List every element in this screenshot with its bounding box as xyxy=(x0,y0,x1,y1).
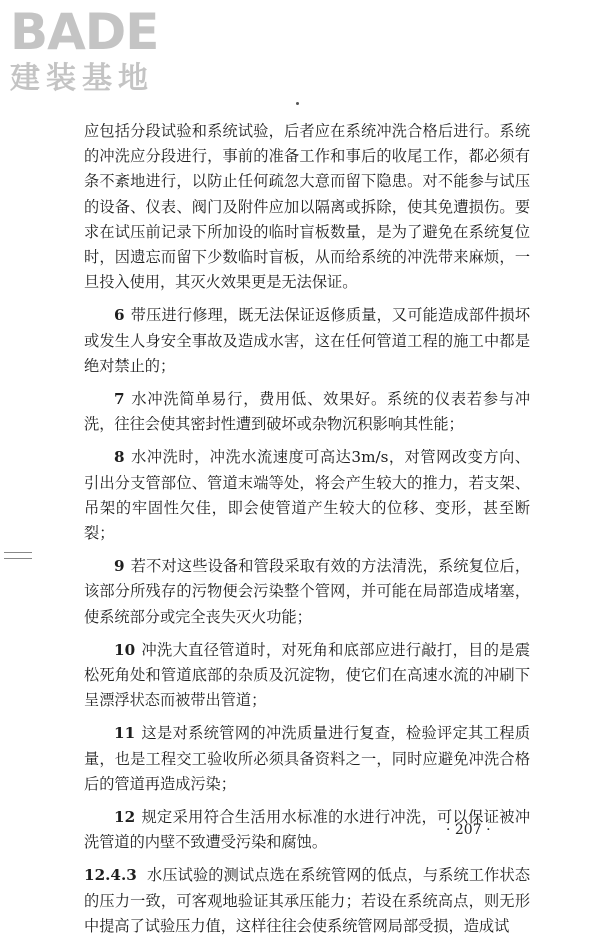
item-number: 10 xyxy=(114,640,136,659)
paragraph-text: 这是对系统管网的冲洗质量进行复查，检验评定其工程质量，也是工程交工验收所必须具备资料之一，同时应避免冲洗合格后的管道再造成污染； xyxy=(84,724,530,793)
section-number: 12.4.3 xyxy=(84,866,137,885)
page-number: · 207 · xyxy=(446,822,491,838)
paragraph-item-6 xyxy=(84,303,530,379)
item-number: 11 xyxy=(114,724,136,743)
paragraph-item-10 xyxy=(84,638,530,714)
paragraph-text: 规定采用符合生活用水标准的水进行冲洗，可以保证被冲洗管道的内壁不致遭受污染和腐蚀。 xyxy=(84,808,530,852)
item-number: 7 xyxy=(114,390,125,409)
paragraph-continuation xyxy=(84,119,530,295)
paragraph-text: 水压试验的测试点选在系统管网的低点，与系统工作状态的压力一致，可客观地验证其承压能力；若设在系统高点，则无形中提高了试验压力值，这样往往会使系统管网局部受损，造成试 xyxy=(84,866,530,935)
paragraph-text: 冲洗大直径管道时，对死角和底部应进行敲打，目的是震松死角处和管道底部的杂质及沉淀物，使它们在高速水流的冲刷下呈漂浮状态而被带出管道； xyxy=(84,640,530,710)
paragraph-text: 带压进行修理，既无法保证返修质量，又可能造成部件损坏或发生人身安全事故及造成水害，这在任何管道工程的施工中都是绝对禁止的； xyxy=(84,306,530,375)
paragraph-section-12-4-3 xyxy=(84,863,530,939)
watermark-cjk-text: 建装基地 xyxy=(10,61,154,96)
item-number: 6 xyxy=(114,306,125,325)
scan-dot-mark xyxy=(296,102,299,105)
paragraph-text: 水冲洗简单易行，费用低、效果好。系统的仪表若参与冲洗，往往会使其密封性遭到破坏或杂物沉积影响其性能； xyxy=(84,390,530,434)
paragraph-item-9 xyxy=(84,554,530,630)
item-number: 9 xyxy=(114,557,125,576)
margin-double-line-mark xyxy=(4,552,32,559)
paragraph-text: 若不对这些设备和管段采取有效的方法清洗，系统复位后，该部分所残存的污物便会污染整个管网，并可能在局部造成堵塞，使系统部分或完全丧失灭火功能； xyxy=(84,557,530,626)
paragraph-item-7 xyxy=(84,387,530,437)
item-number: 8 xyxy=(114,448,125,467)
paragraph-text: 水冲洗时，冲洗水流速度可高达3m/s，对管网改变方向、引出分支管部位、管道末端等处，将会产生较大的推力，若支架、吊架的牢固性欠佳，即会使管道产生较大的位移、变形，甚至断裂； xyxy=(84,448,530,543)
paragraph-item-11 xyxy=(84,721,530,797)
paragraph-text: 应包括分段试验和系统试验，后者应在系统冲洗合格后进行。系统的冲洗应分段进行，事前的准备工作和事后的收尾工作，都必须有条不紊地进行，以防止任何疏忽大意而留下隐患。对不能参与试压的设备、仪表、阀门及附件应加以隔离或拆除，使其免遭损伤。要求在试压前记录下所加设的临时盲板数量，是为了避免在系统复位时，因遗忘而留下少数临时盲板，从而给系统的冲洗带来麻烦，一旦投入使用，其灭火效果更是无法保证。 xyxy=(84,122,530,292)
item-number: 12 xyxy=(114,808,136,827)
bade-watermark-logo xyxy=(10,4,200,96)
watermark-latin-text: BADE xyxy=(10,3,159,61)
paragraph-item-8 xyxy=(84,445,530,546)
